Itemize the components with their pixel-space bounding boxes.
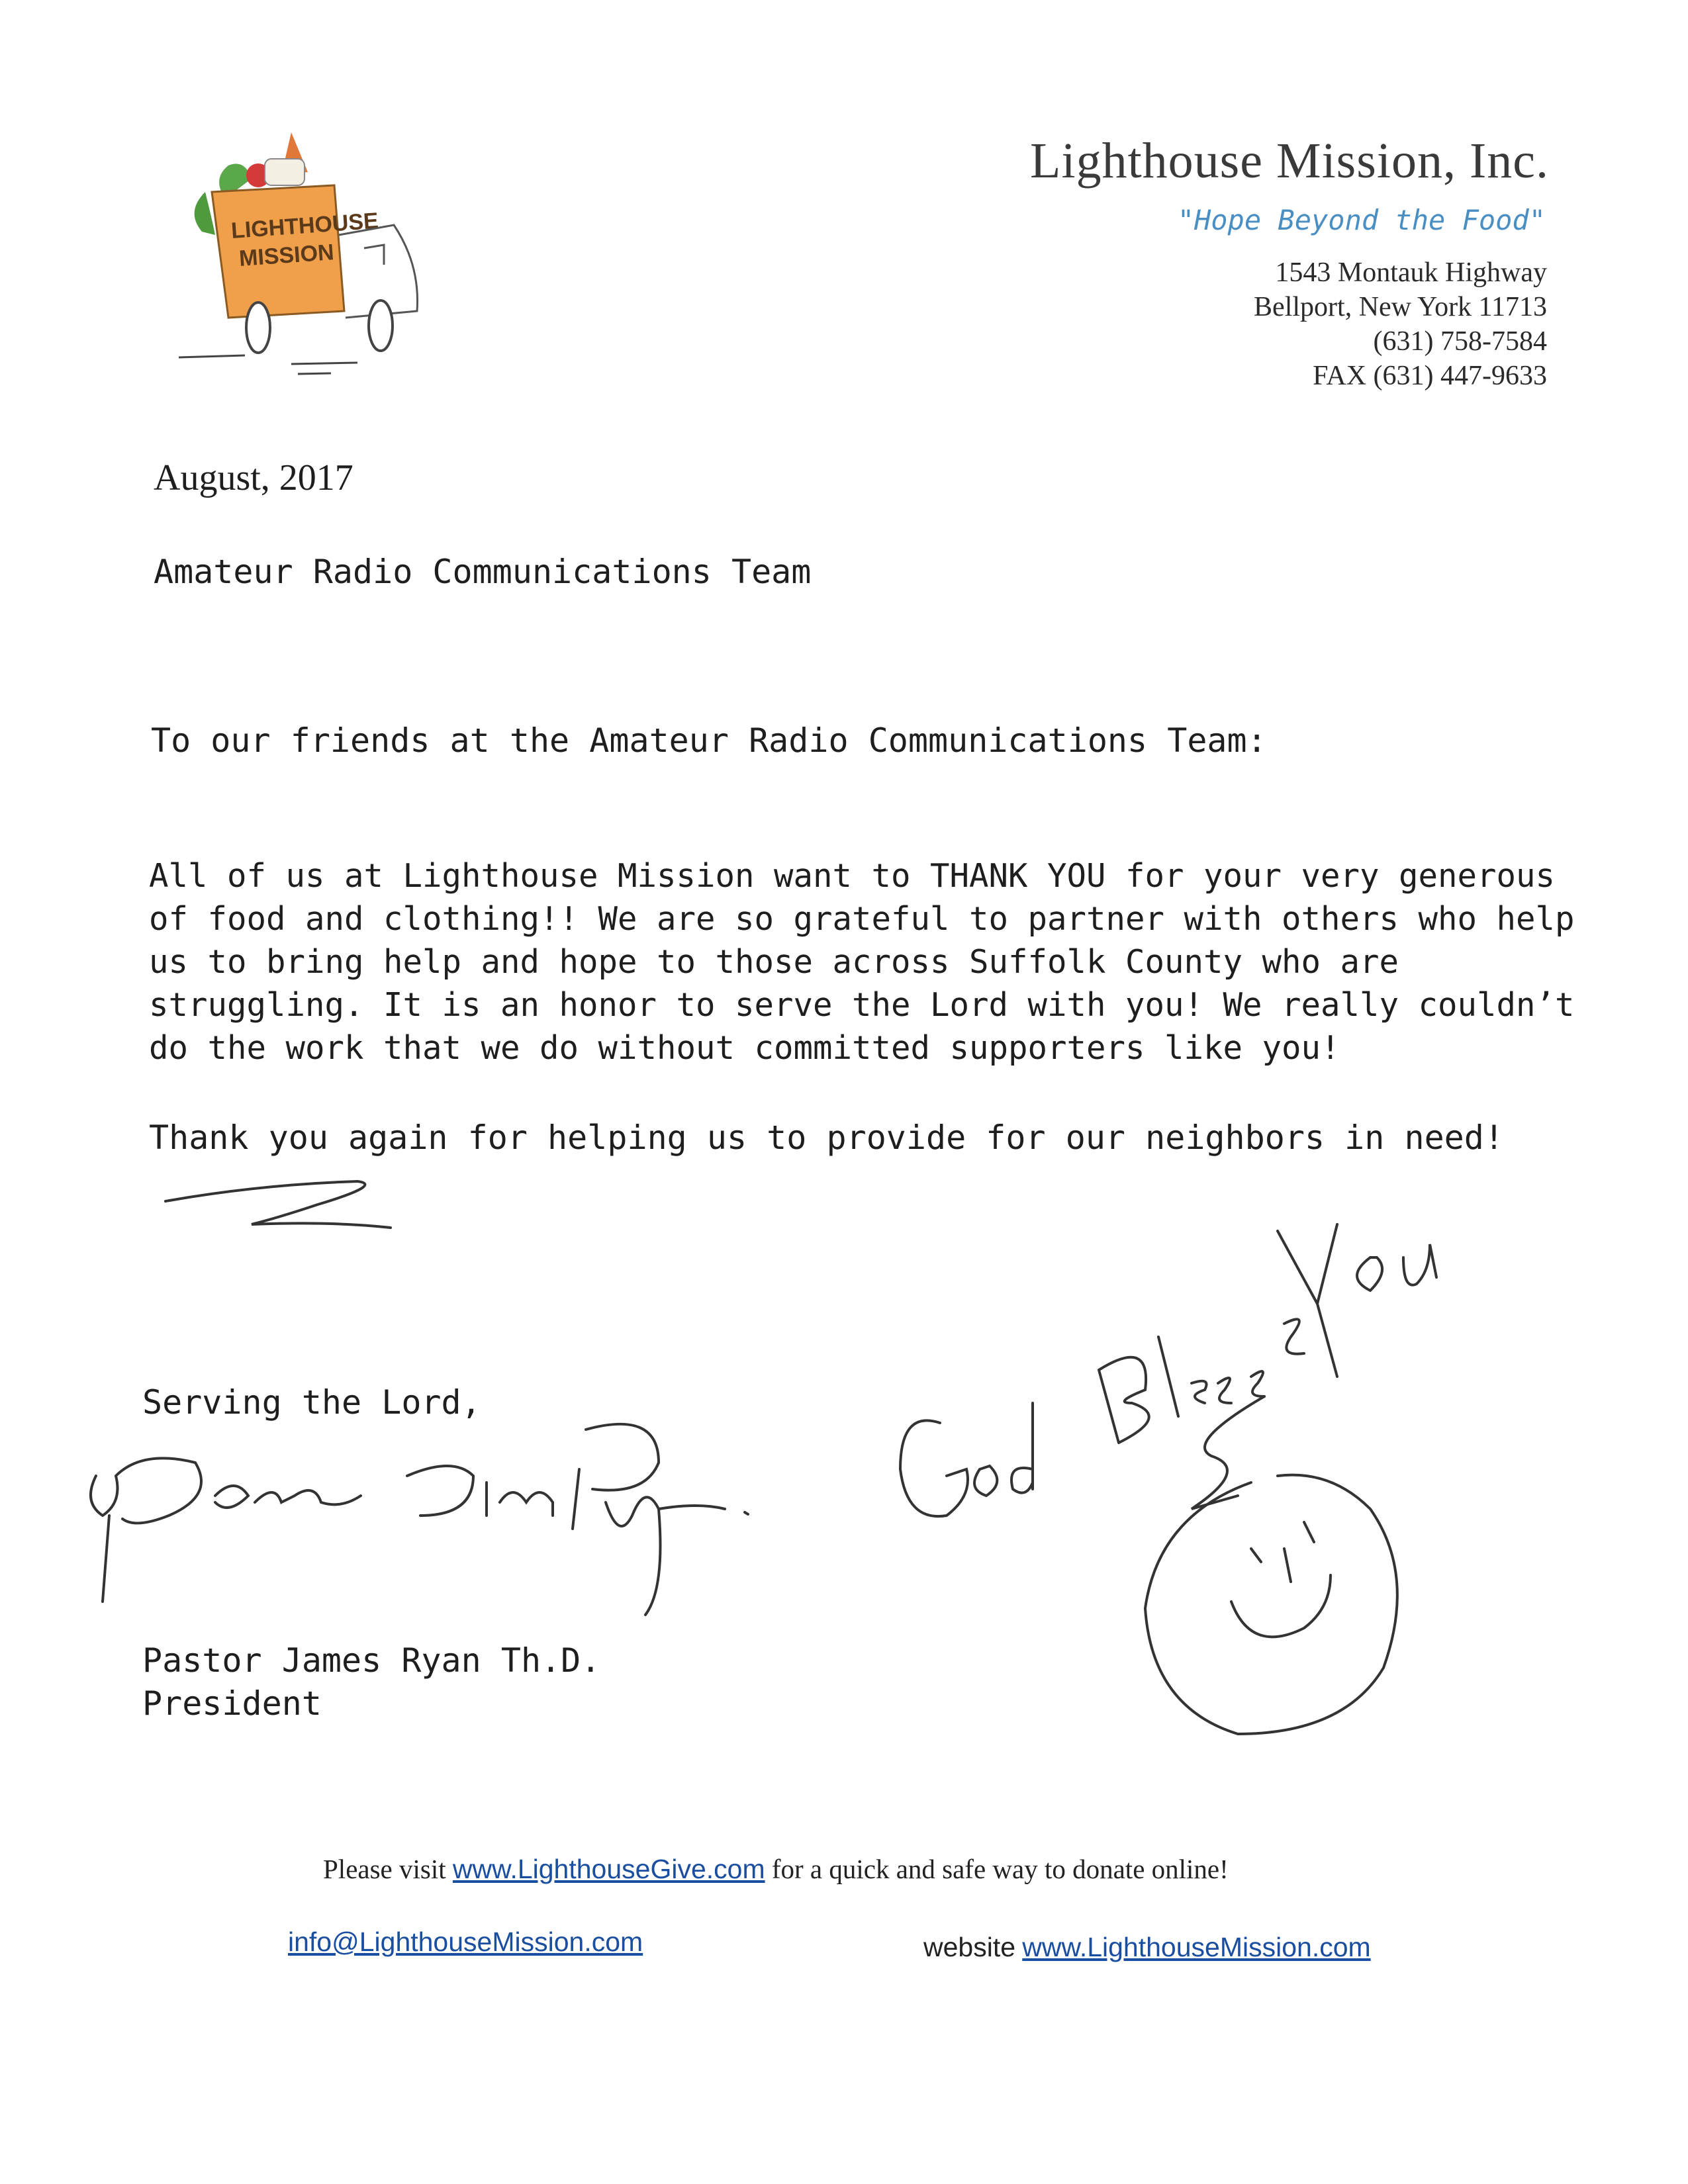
- website-link[interactable]: www.LighthouseMission.com: [1022, 1932, 1371, 1962]
- address-city: Bellport, New York 11713: [1254, 292, 1547, 322]
- signer-title: President: [142, 1684, 322, 1723]
- paragraph-line: of food and clothing!! We are so grateful to partner with others who help: [149, 900, 1575, 938]
- lighthouse-mission-logo: [165, 119, 444, 384]
- handwritten-god-bless-you: [880, 1205, 1542, 1747]
- paragraph-line: us to bring help and hope to those across Suffolk County who are: [149, 943, 1399, 981]
- website-label: website: [923, 1932, 1016, 1962]
- paragraph-line: do the work that we do without committed supporters like you!: [149, 1029, 1340, 1067]
- signer-name: Pastor James Ryan Th.D.: [142, 1641, 601, 1680]
- email-line: [288, 1926, 643, 1958]
- visit-suffix: for a quick and safe way to donate online!: [771, 1854, 1229, 1884]
- phone-number: (631) 758-7584: [1373, 326, 1547, 357]
- paragraph-line: All of us at Lighthouse Mission want to THANK YOU for your very generous: [149, 857, 1556, 895]
- letter-date: August, 2017: [154, 457, 353, 498]
- fax-number: FAX (631) 447-9633: [1313, 361, 1547, 391]
- organization-name: Lighthouse Mission, Inc.: [1030, 133, 1549, 189]
- salutation: To our friends at the Amateur Radio Communications Team:: [151, 721, 1267, 760]
- closing-paragraph: Thank you again for helping us to provide for our neighbors in need!: [149, 1118, 1504, 1157]
- handwritten-squiggle: [159, 1171, 410, 1238]
- email-link[interactable]: info@LighthouseMission.com: [288, 1927, 643, 1957]
- tagline: "Hope Beyond the Food": [1177, 204, 1546, 236]
- logo-text-line1: LIGHTHOUSE: [230, 208, 379, 244]
- wheel-icon: [369, 300, 393, 351]
- address-street: 1543 Montauk Highway: [1275, 257, 1547, 288]
- recipient: Amateur Radio Communications Team: [154, 553, 812, 591]
- signature: [63, 1403, 791, 1621]
- milk-carton-icon: [265, 159, 305, 185]
- website-line: [923, 1931, 1371, 1963]
- closing: Serving the Lord,: [142, 1383, 481, 1422]
- logo-text-line2: MISSION: [238, 240, 335, 271]
- wheel-icon: [246, 302, 270, 353]
- donate-line: [323, 1853, 1229, 1885]
- donate-link[interactable]: www.LighthouseGive.com: [452, 1854, 765, 1884]
- smiley-face-icon: [1145, 1475, 1397, 1734]
- visit-prefix: Please visit: [323, 1854, 446, 1884]
- paragraph-line: struggling. It is an honor to serve the Lord with you! We really couldn’t: [149, 986, 1575, 1024]
